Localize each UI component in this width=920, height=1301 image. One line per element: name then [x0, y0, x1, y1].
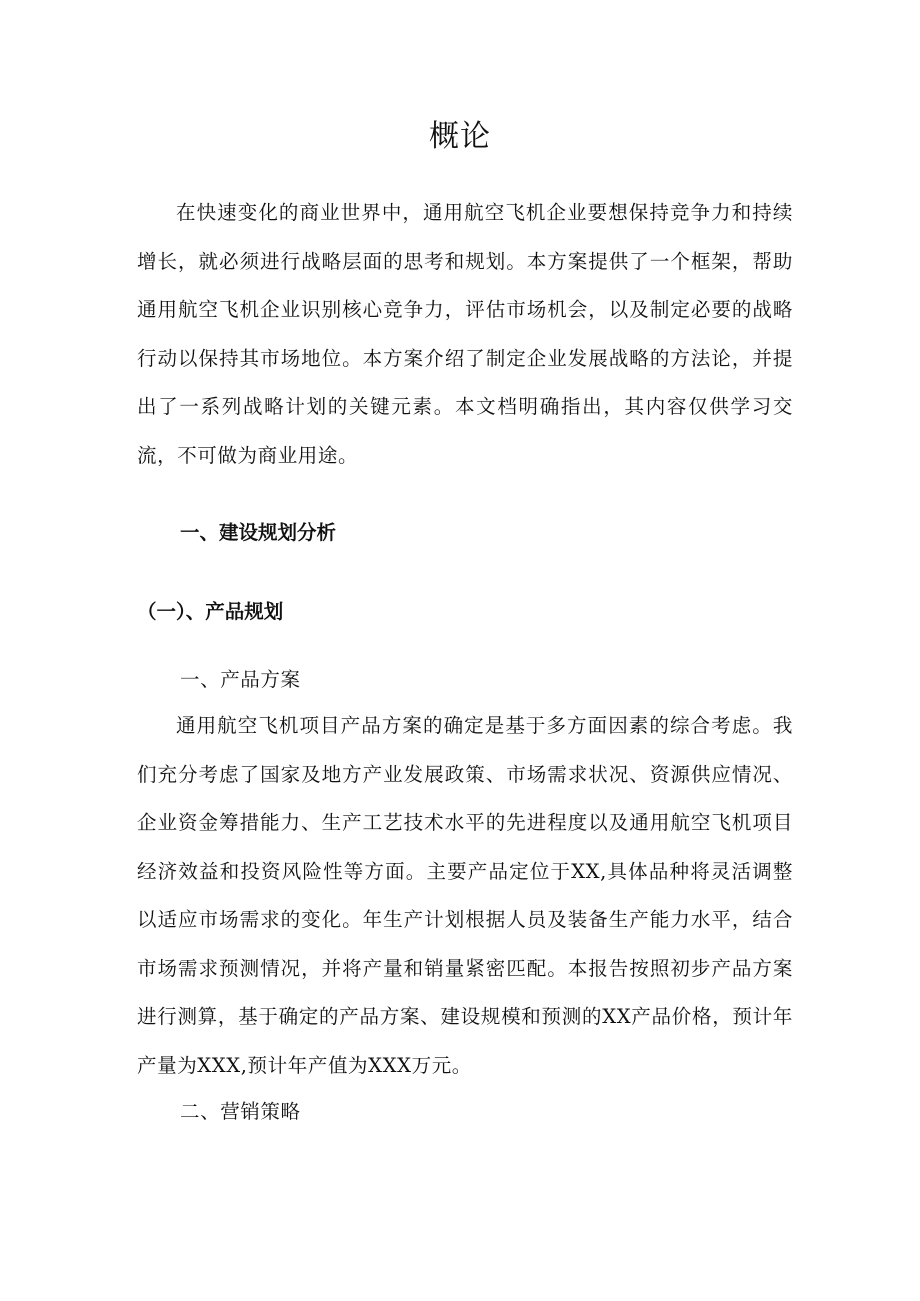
section-heading: 一、建设规划分析 — [180, 521, 337, 544]
item-heading-product-plan: 一、产品方案 — [180, 668, 301, 691]
page-title: 概论 — [429, 119, 491, 154]
product-plan-paragraph: 通用航空飞机项目产品方案的确定是基于多方面因素的综合考虑。我们充分考虑了国家及地方产业发展政策、市场需求状况、资源供应情况、企业资金筹措能力、生产工艺技术水平的先进程度以及通用航空飞机项目经济效益和投资风险性等方面。主要产品定位于XX,具体品种将灵活调整以适应市场需求的变化。年生产计划根据人员及装备生产能力水平，结合市场需求预测情况，并将产量和销量紧密匹配。本报告按照初步产品方案进行测算，基于确定的产品方案、建设规模和预测的XX产品价格，预计年产量为XXX,预计年产值为XXX万元。 — [137, 714, 793, 1077]
item-heading-marketing-strategy: 二、营销策略 — [180, 1100, 301, 1123]
subsection-heading: （一）、产品规划 — [137, 600, 284, 623]
intro-paragraph: 在快速变化的商业世界中，通用航空飞机企业要想保持竞争力和持续增长，就必须进行战略层面的思考和规划。本方案提供了一个框架，帮助通用航空飞机企业识别核心竞争力，评估市场机会，以及制定必要的战略行动以保持其市场地位。本方案介绍了制定企业发展战略的方法论，并提出了一系列战略计划的关键元素。本文档明确指出，其内容仅供学习交流，不可做为商业用途。 — [137, 201, 793, 467]
